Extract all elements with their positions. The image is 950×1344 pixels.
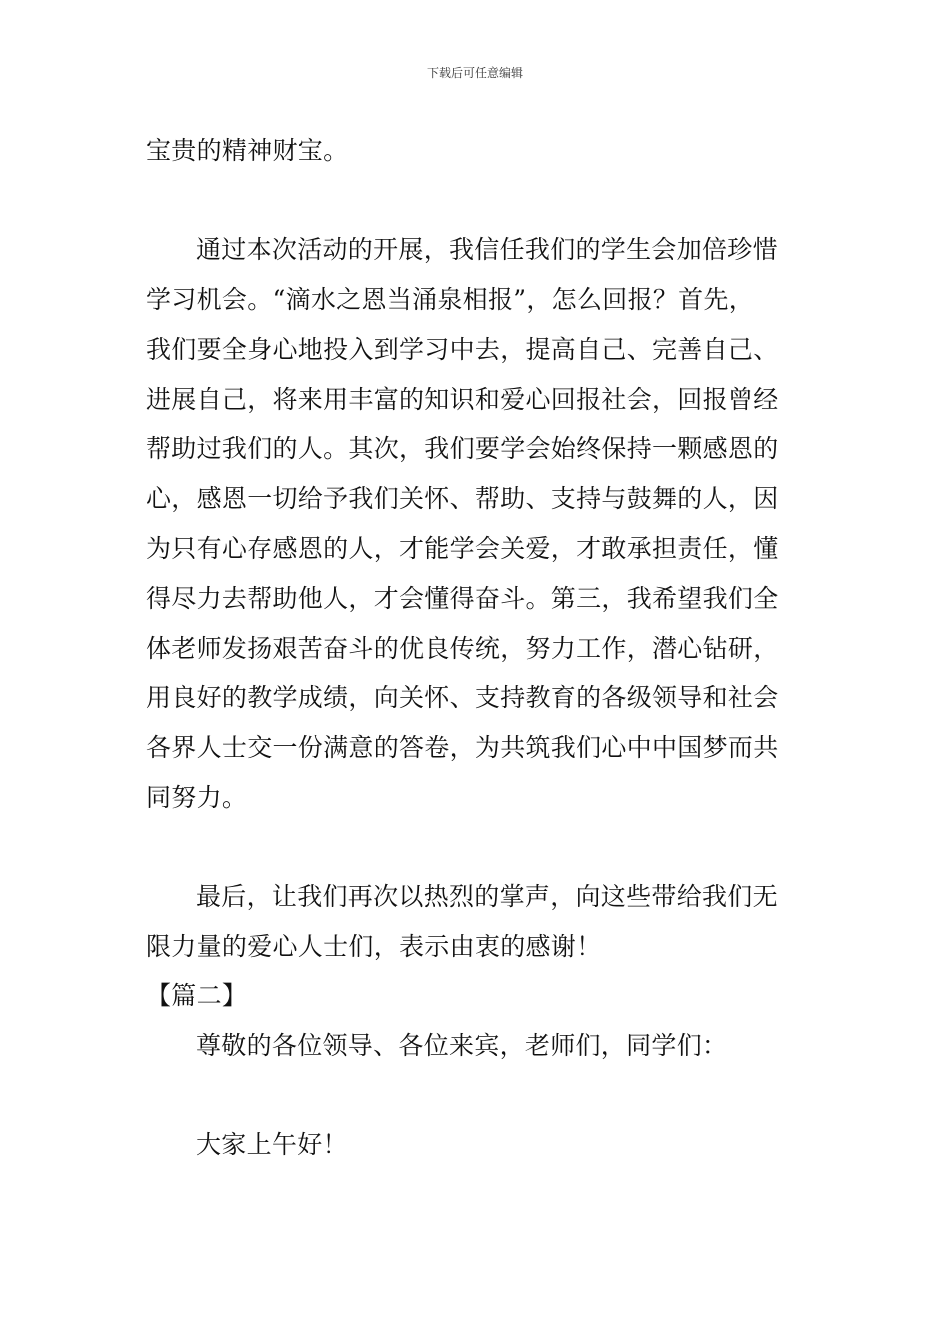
paragraph-line: 体老师发扬艰苦奋斗的优良传统，努力工作，潜心钻研， [146, 634, 779, 663]
paragraph-line: 用良好的教学成绩，向关怀、支持教育的各级领导和社会 [146, 683, 779, 712]
paragraph-line: 进展自己，将来用丰富的知识和爱心回报社会，回报曾经 [146, 385, 779, 414]
paragraph-line: 限力量的爱心人士们，表示由衷的感谢！ [146, 932, 602, 961]
paragraph-line: 我们要全身心地投入到学习中去，提高自己、完善自己、 [146, 335, 779, 364]
paragraph-line: 宝贵的精神财宝。 [146, 136, 349, 165]
section-heading: 【篇二】 [146, 981, 248, 1010]
greeting-line: 尊敬的各位领导、各位来宾，老师们，同学们： [196, 1031, 728, 1060]
opening-line: 大家上午好！ [196, 1130, 348, 1159]
paragraph-line: 学习机会。“滴水之恩当涌泉相报”，怎么回报？首先， [146, 285, 755, 314]
paragraph-line: 心，感恩一切给予我们关怀、帮助、支持与鼓舞的人，因 [146, 484, 779, 513]
paragraph-line: 最后，让我们再次以热烈的掌声，向这些带给我们无 [196, 882, 778, 911]
paragraph-line: 为只有心存感恩的人，才能学会关爱，才敢承担责任，懂 [146, 534, 779, 563]
page-header: 下载后可任意编辑 [426, 66, 523, 80]
paragraph-line: 各界人士交一份满意的答卷，为共筑我们心中中国梦而共 [146, 733, 779, 762]
paragraph-line: 同努力。 [146, 783, 248, 812]
paragraph-line: 得尽力去帮助他人，才会懂得奋斗。第三，我希望我们全 [146, 584, 779, 613]
paragraph-line: 帮助过我们的人。其次，我们要学会始终保持一颗感恩的 [146, 434, 779, 463]
paragraph-line: 通过本次活动的开展，我信任我们的学生会加倍珍惜 [196, 235, 778, 264]
